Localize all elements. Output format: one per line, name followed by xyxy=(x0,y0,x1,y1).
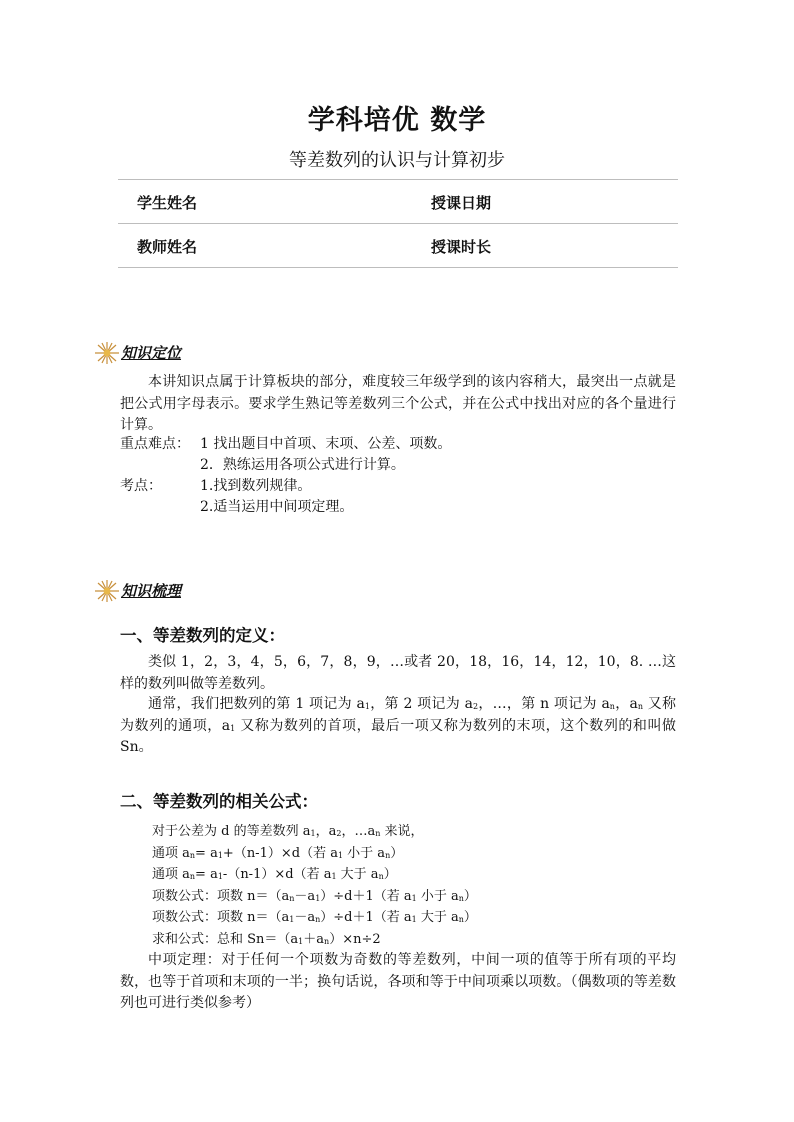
info-table xyxy=(118,179,678,268)
heading-definition: 一、等差数列的定义： xyxy=(120,626,285,645)
exam-point-item-1: 1.找到数列规律。 xyxy=(200,478,312,494)
page-title: 学科培优 数学 xyxy=(307,105,487,136)
student-name-label: 学生姓名 xyxy=(137,194,198,212)
formula-line: 通项 $a_n= a_1+(n-1)\times d$（若 $a_1$ 小于 $a_n$） xyxy=(152,845,404,861)
formula-line: 通项 $a_n= a_1-(n-1)\times d$（若 $a_1$ 大于 $a_n$） xyxy=(152,867,397,882)
page-subtitle: 等差数列的认识与计算初步 xyxy=(289,150,505,171)
starburst-icon xyxy=(92,578,122,604)
teacher-name-label: 教师姓名 xyxy=(137,238,198,256)
formula-list xyxy=(152,821,477,950)
info-row-names xyxy=(118,180,678,224)
heading-formulas: 二、等差数列的相关公式： xyxy=(120,792,318,811)
intro-paragraph: 本讲知识点属于计算板块的部分，难度较三年级学到的该内容稍大，最突出一点就是把公式用字母表示。要求学生熟记等差数列三个公式，并在公式中找出对应的各个量进行计算。 xyxy=(120,374,676,433)
lesson-duration-label: 授课时长 xyxy=(431,238,492,256)
key-points-label: 重点难点： xyxy=(120,436,190,452)
formula-line: 对于公差为 d 的等差数列 $a_1$，$a_2$，$\dots a_n$ 来说， xyxy=(152,824,424,839)
exam-points-label: 考点： xyxy=(120,478,162,494)
midterm-theorem-paragraph: 中项定理：对于任何一个项数为奇数的等差数列，中间一项的值等于所有项的平均数，也等于首项和末项的一半；换句话说，各项和等于中间项乘以项数。（偶数项的等差数列也可进行类似参考） xyxy=(120,952,676,1011)
starburst-icon xyxy=(92,340,122,366)
exam-point-item-2: 2.适当运用中间项定理。 xyxy=(200,499,354,515)
formula-line: 项数公式：项数 $n=(a_1-a_n)\div d+1$（若 $a_1$ 大于 $a_n$） xyxy=(152,910,477,925)
info-row-teacher xyxy=(118,224,678,268)
definition-paragraph-1: 类似 1，2，3，4，5，6，7，8，9，…或者 20，18，16，14，12，10，8. …这样的数列叫做等差数列。 xyxy=(120,654,676,692)
lesson-date-label: 授课日期 xyxy=(431,194,492,212)
key-point-item-2: 2．熟练运用各项公式进行计算。 xyxy=(200,457,405,473)
definition-paragraph-2: 通常，我们把数列的第 1 项记为 $a_1$，第 2 项记为 $a_2$，…，第 n 项记为 $a_n$，$a_n$ 又称为数列的通项，$a_1$ 又称为数列的首项，最后一项又称为数列的末项，这个数列的和叫做 Sn。 xyxy=(120,696,676,755)
formula-line: 求和公式：总和 $Sn=(a_1+a_n)\times n\div 2$ xyxy=(152,931,381,947)
section-heading-label: 知识梳理 xyxy=(121,582,182,600)
key-point-item-1: 1 找出题目中首项、末项、公差、项数。 xyxy=(200,436,452,452)
formula-line: 项数公式：项数 $n=(a_n-a_1)\div d+1$（若 $a_1$ 小于 $a_n$） xyxy=(152,888,477,904)
section-heading-label: 知识定位 xyxy=(121,344,182,362)
